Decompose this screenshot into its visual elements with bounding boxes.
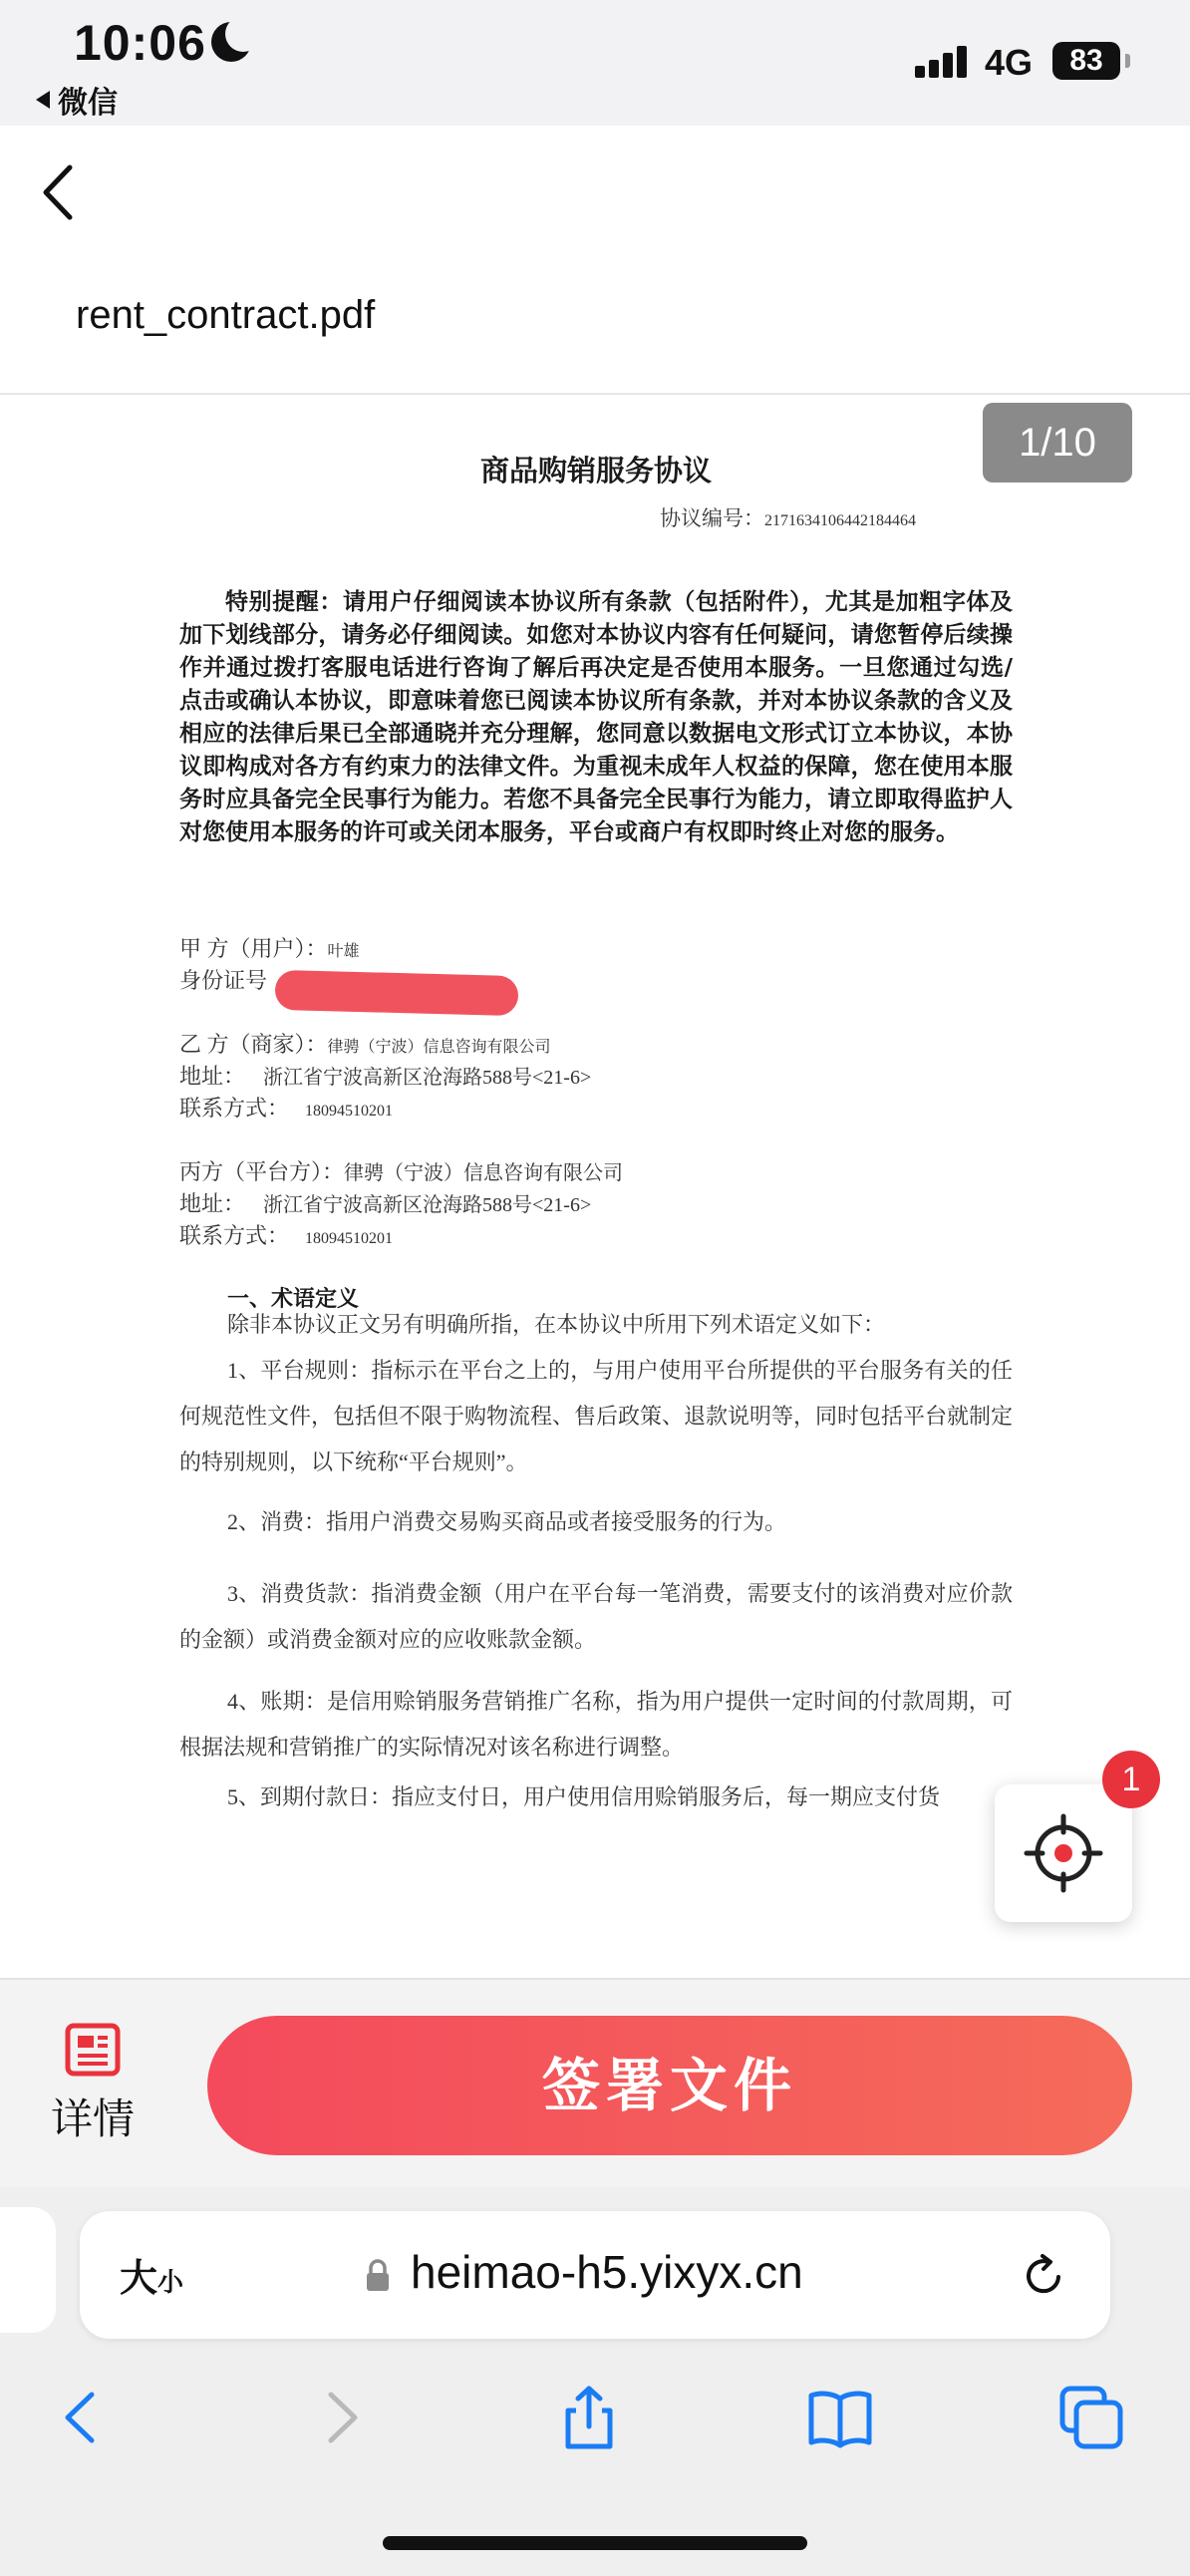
party-b-label: 乙 方（商家）： [179, 1032, 328, 1057]
party-a-name: 叶雄 [327, 943, 360, 960]
network-type: 4G [985, 42, 1034, 83]
party-b-contact [179, 1093, 393, 1127]
party-c-address [179, 1188, 591, 1221]
id-number [179, 965, 267, 997]
redaction-mark [275, 970, 519, 1016]
party-b-address [179, 1061, 591, 1094]
url-text: heimao-h5.yixyx.cn [411, 2246, 803, 2298]
tabs-icon[interactable] [1056, 2383, 1126, 2452]
party-c-contact-label: 联系方式： [179, 1223, 290, 1248]
address-bar[interactable] [80, 2211, 1110, 2339]
section-intro: 除非本协议正文另有明确所指，在本协议中所用下列术语定义如下： [227, 1312, 886, 1337]
party-c-address-value: 浙江省宁波高新区沧海路588号<21-6> [263, 1194, 592, 1216]
party-c-contact [179, 1220, 393, 1255]
share-icon[interactable] [554, 2383, 624, 2452]
term-billing-period: 4、账期：是信用赊销服务营销推广名称，指为用户提供一定时间的付款周期，可根据法规和营销推广的实际情况对该名称进行调整。 [179, 1689, 1013, 1760]
home-indicator [383, 2536, 807, 2550]
party-c-address-label: 地址： [179, 1191, 246, 1216]
term-consumption: 2、消费：指用户消费交易购买商品或者接受服务的行为。 [227, 1509, 787, 1534]
back-triangle-icon [36, 91, 50, 109]
locate-button[interactable] [995, 1784, 1132, 1922]
id-number-label: 身份证号 [179, 968, 268, 993]
details-label: 详情 [50, 2094, 135, 2143]
party-b-address-value: 浙江省宁波高新区沧海路588号<21-6> [263, 1067, 592, 1089]
sign-document-button[interactable]: 签署文件 [207, 2016, 1132, 2155]
party-c-contact-value: 18094510201 [305, 1230, 394, 1247]
moon-icon [211, 22, 251, 62]
action-bar [0, 1978, 1190, 2187]
party-c [179, 1156, 623, 1189]
lock-icon [365, 2259, 391, 2293]
chevron-left-icon [36, 158, 86, 227]
back-button[interactable] [36, 158, 86, 227]
bookmarks-icon[interactable] [805, 2383, 875, 2452]
status-bar [0, 0, 1190, 126]
back-to-app-link[interactable] [36, 78, 118, 122]
party-a-label: 甲 方（用户）： [179, 936, 328, 961]
party-b-name: 律骋（宁波）信息咨询有限公司 [327, 1039, 551, 1056]
previous-tab[interactable] [0, 2207, 56, 2333]
back-app-label: 微信 [58, 87, 118, 120]
pdf-viewer[interactable] [0, 395, 1190, 1978]
party-b-contact-label: 联系方式： [179, 1096, 290, 1121]
party-b [179, 1029, 551, 1064]
battery-indicator: 83 [1052, 42, 1120, 80]
document-heading: 商品购销服务协议 [479, 454, 712, 487]
target-icon [995, 1784, 1132, 1922]
forward-arrow-icon[interactable] [305, 2383, 375, 2452]
browser-toolbar [0, 2353, 1190, 2472]
special-notice: 特别提醒：请用户仔细阅读本协议所有条款（包括附件），尤其是加粗字体及加下划线部分，请务必仔细阅读。如您对本协议内容有任何疑问，请您暂停后续操作并通过拨打客服电话进行咨询了解后再决定是否使用本服务。一旦您通过勾选/点击或确认本协议，即意味着您已阅读本协议所有条款，并对本协议条款的含义及相应的法律后果已全部通晓并充分理解，您同意以数据电文形式订立本协议，本协议即构成对各方有约束力的法律文件。为重视未成年人权益的保障，您在使用本服务时应具备完全民事行为能力。若您不具备完全民事行为能力，请立即取得监护人对您使用本服务的许可或关闭本服务，平台或商户有权即时终止对您的服务。 [179, 589, 1013, 845]
term-platform-rules: 1、平台规则：指标示在平台之上的，与用户使用平台所提供的平台服务有关的任何规范性文件，包括但不限于购物流程、售后政策、退款说明等，同时包括平台就制定的特别规则，以下统称“平台规则”。 [179, 1358, 1014, 1474]
file-name: rent_contract.pdf [76, 293, 376, 337]
details-button[interactable] [38, 2022, 148, 2146]
text-size-big: 大 [120, 2256, 158, 2300]
party-b-contact-value: 18094510201 [305, 1103, 394, 1120]
notification-badge: 1 [1102, 1751, 1160, 1808]
party-b-address-label: 地址： [179, 1064, 246, 1089]
section-title: 一、术语定义 [227, 1287, 360, 1312]
browser-chrome [0, 2187, 1190, 2576]
party-c-name: 律骋（宁波）信息咨询有限公司 [344, 1162, 624, 1184]
navigation-bar [0, 126, 1190, 395]
party-a [179, 933, 360, 968]
term-due-date: 5、到期付款日：指应支付日，用户使用信用赊销服务后，每一期应支付货 [227, 1784, 941, 1809]
term-payment: 3、消费货款：指消费金额（用户在平台每一笔消费，需要支付的该消费对应价款的金额）或消费金额对应的应收账款金额。 [179, 1581, 1013, 1652]
text-size-button[interactable] [120, 2247, 183, 2302]
agreement-number-value: 2171634106442184464 [764, 512, 916, 529]
page-indicator: 1/10 [983, 403, 1132, 483]
text-size-small: 小 [157, 2268, 184, 2298]
party-c-label: 丙方（平台方）： [179, 1159, 345, 1184]
back-arrow-icon[interactable] [48, 2383, 118, 2452]
signal-icon [915, 44, 967, 78]
agreement-number-label: 协议编号： [660, 506, 764, 530]
clock: 10:06 [74, 15, 206, 71]
reload-icon[interactable] [1019, 2251, 1068, 2301]
agreement-number [660, 502, 916, 532]
document-list-icon [64, 2022, 122, 2078]
